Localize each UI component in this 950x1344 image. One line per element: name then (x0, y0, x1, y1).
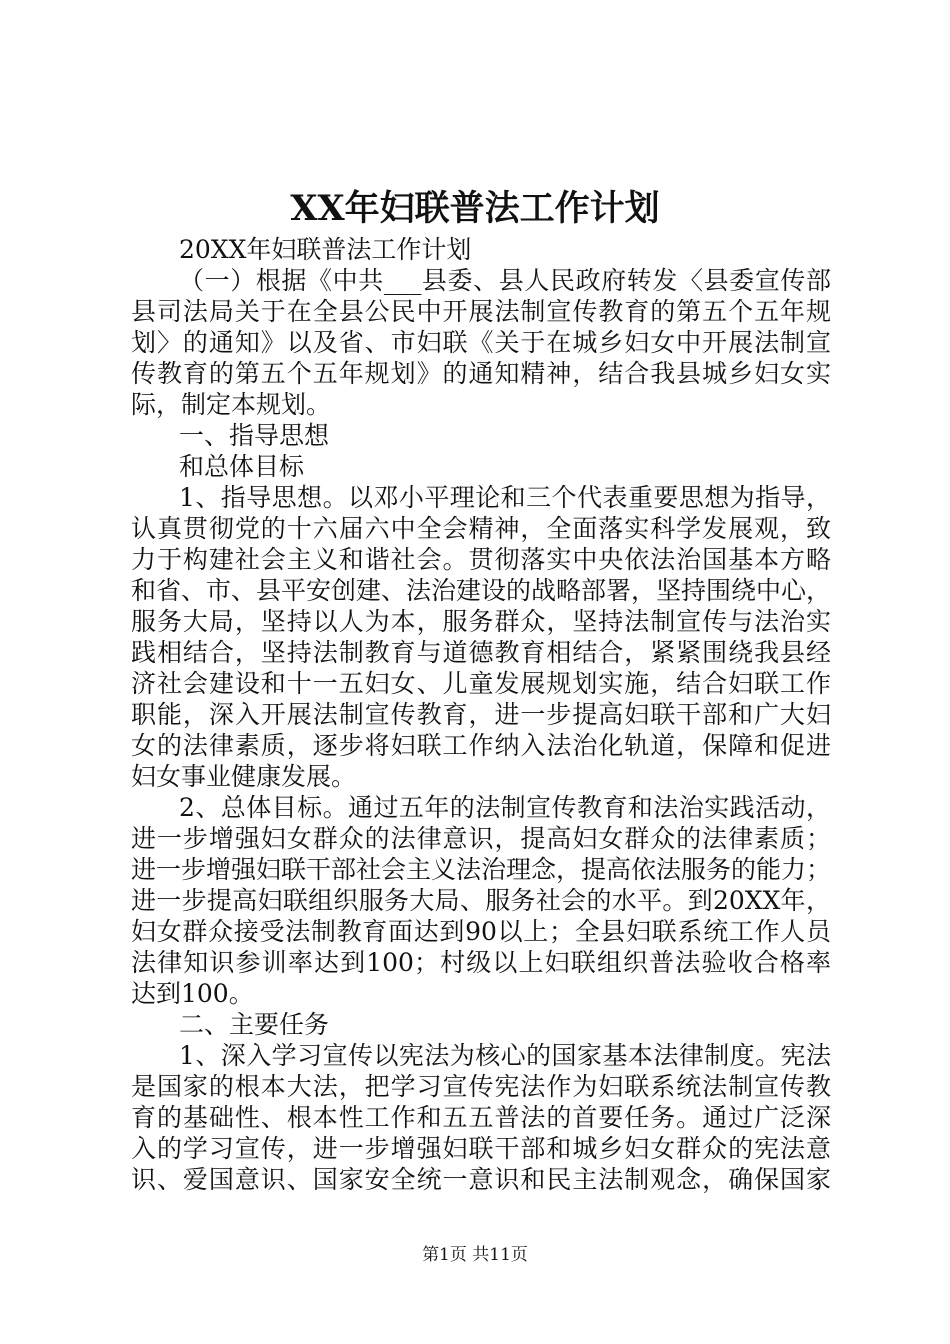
body-line: 女的法律素质，逐步将妇联工作纳入法治化轨道，保障和促进 (131, 731, 831, 760)
body-line: 入的学习宣传，进一步增强妇联干部和城乡妇女群众的宪法意 (131, 1134, 831, 1163)
body-line: 妇女事业健康发展。 (131, 762, 357, 791)
body-line: 1、深入学习宣传以宪法为核心的国家基本法律制度。宪法 (179, 1041, 831, 1070)
body-line: 法律知识参训率达到100；村级以上妇联组织普法验收合格率 (131, 948, 831, 977)
body-line: 际，制定本规划。 (131, 390, 332, 419)
body-line: 1、指导思想。以邓小平理论和三个代表重要思想为指导， (179, 483, 831, 512)
body-line: 和总体目标 (179, 452, 305, 481)
body-line: 2、总体目标。通过五年的法制宣传教育和法治实践活动， (179, 793, 831, 822)
body-line: 二、主要任务 (179, 1010, 330, 1039)
page-footer: 第1页 共11页 (422, 1245, 528, 1265)
body-line: 和省、市、县平安创建、法治建设的战略部署，坚持围绕中心， (131, 576, 832, 605)
body-line: 20XX年妇联普法工作计划 (179, 235, 472, 264)
body-line: （一）根据《中共___县委、县人民政府转发〈县委宣传部 (179, 266, 831, 295)
body-line: 传教育的第五个五年规划》的通知精神，结合我县城乡妇女实 (131, 359, 831, 388)
body-line: 认真贯彻党的十六届六中全会精神，全面落实科学发展观，致 (131, 514, 831, 543)
body-line: 力于构建社会主义和谐社会。贯彻落实中央依法治国基本方略 (131, 545, 831, 574)
body-line: 济社会建设和十一五妇女、儿童发展规划实施，结合妇联工作 (131, 669, 831, 698)
body-line: 践相结合，坚持法制教育与道德教育相结合，紧紧围绕我县经 (131, 638, 831, 667)
body-line: 育的基础性、根本性工作和五五普法的首要任务。通过广泛深 (131, 1103, 831, 1132)
body-line: 一、指导思想 (179, 421, 330, 450)
body-line: 进一步提高妇联组织服务大局、服务社会的水平。到20XX年， (131, 886, 831, 915)
body-line: 达到100。 (131, 979, 254, 1008)
document-body (131, 234, 831, 1195)
body-line: 划〉的通知》以及省、市妇联《关于在城乡妇女中开展法制宣 (131, 328, 831, 357)
body-line: 服务大局，坚持以人为本，服务群众，坚持法制宣传与法治实 (131, 607, 831, 636)
body-line: 职能，深入开展法制宣传教育，进一步提高妇联干部和广大妇 (131, 700, 831, 729)
document-title: XX年妇联普法工作计划 (290, 188, 660, 229)
body-line: 县司法局关于在全县公民中开展法制宣传教育的第五个五年规 (131, 297, 831, 326)
body-line: 识、爱国意识、国家安全统一意识和民主法制观念，确保国家 (131, 1165, 831, 1194)
body-line: 进一步增强妇女群众的法律意识，提高妇女群众的法律素质； (131, 824, 831, 853)
body-line: 是国家的根本大法，把学习宣传宪法作为妇联系统法制宣传教 (131, 1072, 831, 1101)
body-line: 进一步增强妇联干部社会主义法治理念，提高依法服务的能力； (131, 855, 832, 884)
body-line: 妇女群众接受法制教育面达到90以上；全县妇联系统工作人员 (131, 917, 831, 946)
